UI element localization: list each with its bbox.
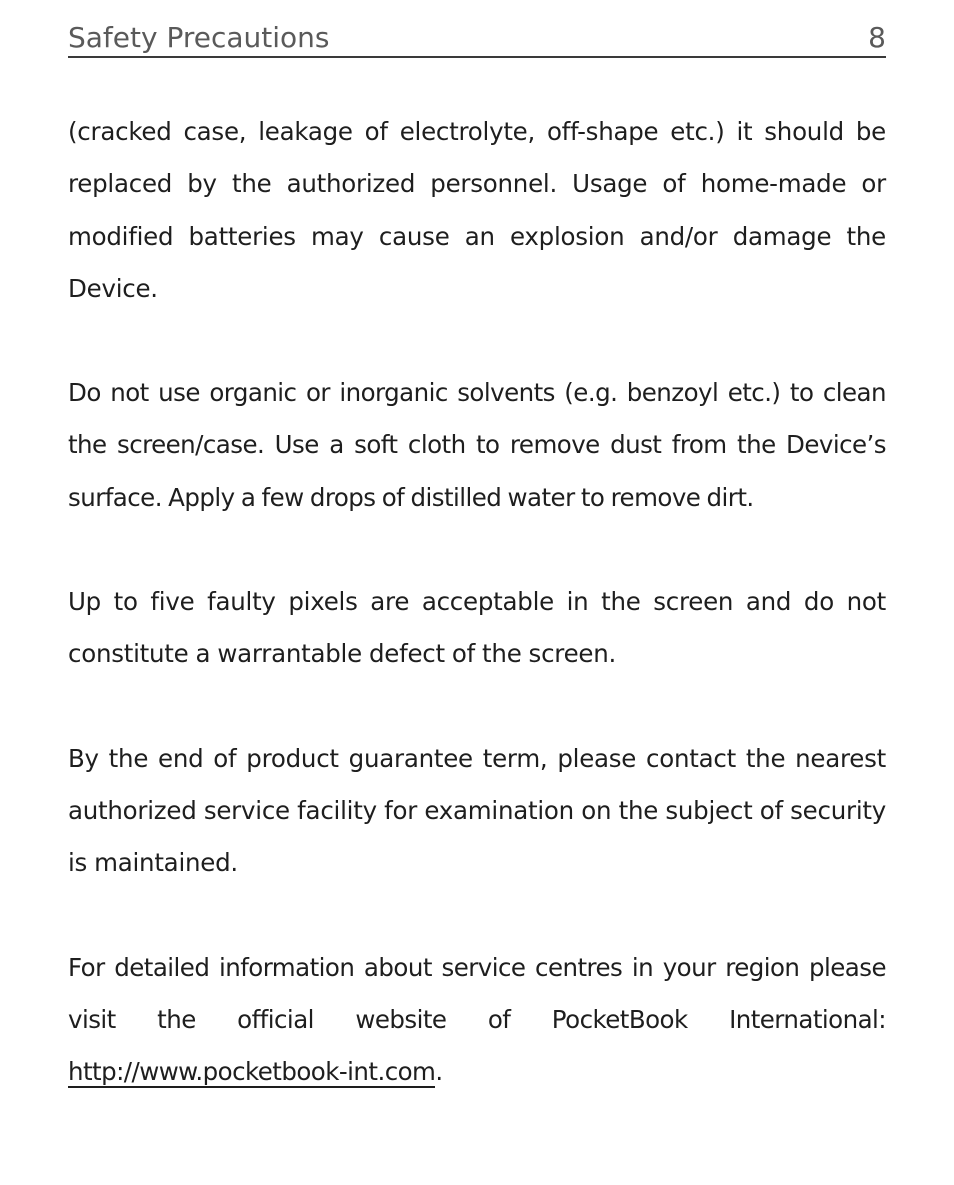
- paragraph-service-centres: [68, 942, 886, 1099]
- pocketbook-website-link[interactable]: http://www.pocketbook-int.com: [68, 1057, 436, 1087]
- service-centres-text: For detailed information about service centres in your region please visit the official website of PocketBook International:: [68, 952, 886, 1034]
- paragraph-cleaning: Do not use organic or inorganic solvents (e.g. benzoyl etc.) to clean the screen/case. Use a soft cloth to remove dust from the Device’s surface. Apply a few drops of distilled water to remove dirt.: [68, 378, 886, 512]
- paragraph-guarantee-term: By the end of product guarantee term, please contact the nearest authorized service facility for examination on the subject of security is maintained.: [68, 743, 886, 878]
- page-number: 8: [868, 21, 886, 54]
- document-page: [68, 0, 886, 1150]
- section-title: Safety Precautions: [68, 21, 330, 54]
- paragraph-battery-replacement: (cracked case, leakage of electrolyte, off-shape etc.) it should be replaced by the authorized personnel. Usage of home-made or modified batteries may cause an explosion and/or damage the Device.: [68, 117, 886, 303]
- paragraph-faulty-pixels: Up to five faulty pixels are acceptable in the screen and do not constitute a warrantable defect of the screen.: [68, 587, 886, 669]
- page-content: [68, 106, 886, 1098]
- final-period: .: [435, 1057, 443, 1087]
- page-header: [68, 0, 886, 58]
